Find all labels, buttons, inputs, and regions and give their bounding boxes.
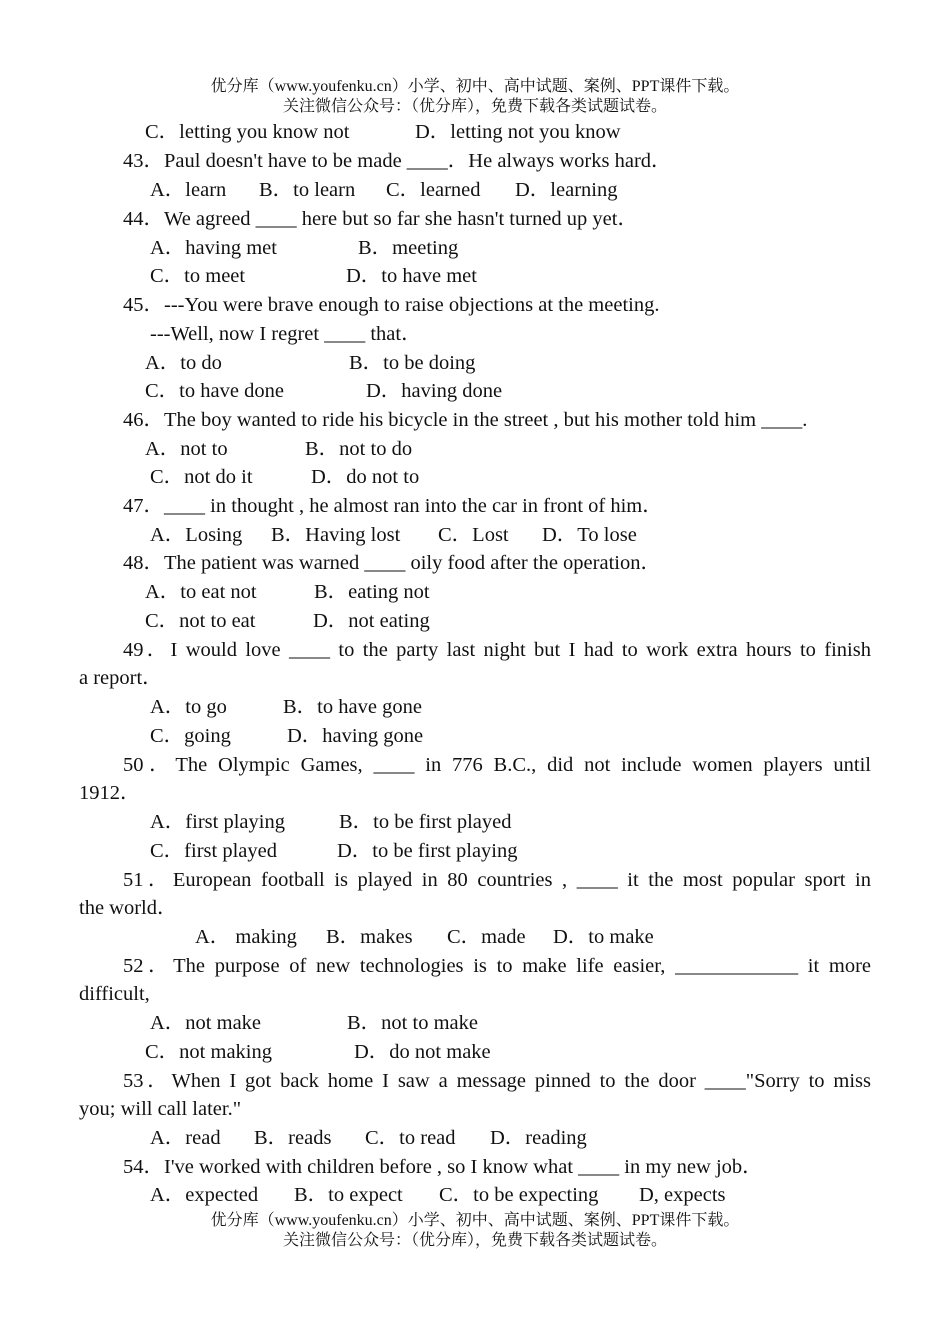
q47-option-b: B．Having lost [271,524,401,546]
q45-option-a: A．to do [145,352,222,374]
q50-option-b: B．to be first played [339,811,512,833]
q51-stem-2: the world． [79,897,178,919]
q52-option-b: B．not to make [347,1012,478,1034]
q44-option-b: B．meeting [358,237,459,259]
q48-option-d: D．not eating [313,610,430,632]
q53-stem-2: you; will call later." [79,1098,242,1120]
q44-option-d: D．to have met [346,265,477,287]
q51-option-d: D．to make [553,926,654,948]
q47-option-a: A．Losing [150,524,243,546]
q46-option-c: C．not do it [150,466,253,488]
q44-option-a: A．having met [150,237,277,259]
q48-stem: 48．The patient was warned ____ oily food after the operation． [123,552,661,574]
q51-option-c: C．made [447,926,526,948]
q48-option-b: B．eating not [314,581,430,603]
q52-option-d: D．do not make [354,1041,491,1063]
q44-stem: 44．We agreed ____ here but so far she hasn't turned up yet． [123,208,638,230]
q53-option-c: C．to read [365,1127,456,1149]
q47-stem: 47．____ in thought , he almost ran into the car in front of him． [123,495,663,517]
q43-option-d: D．learning [515,179,618,201]
q50-stem-2: 1912． [79,782,141,804]
q49-option-b: B．to have gone [283,696,422,718]
q46-stem: 46．The boy wanted to ride his bicycle in the street , but his mother told him ____. [123,409,808,431]
q50-option-a: A．first playing [150,811,285,833]
q43-option-a: A．learn [150,179,227,201]
q53-stem [79,1067,871,1095]
q45-option-c: C．to have done [145,380,284,402]
q42-option-c: C．letting you know not [145,121,350,143]
q44-option-c: C．to meet [150,265,246,287]
q52-option-c: C．not making [145,1041,272,1063]
q51-option-a: A． making [195,926,297,948]
q51-option-b: B．makes [326,926,413,948]
q47-option-c: C．Lost [438,524,509,546]
q46-option-d: D．do not to [311,466,420,488]
q47-option-d: D．To lose [542,524,637,546]
q45-option-b: B．to be doing [349,352,476,374]
q52-stem-2: difficult, [79,983,150,1005]
q43-stem: 43．Paul doesn't have to be made ____．He always works hard． [123,150,672,172]
q49-stem-text: 49．I would love ____ to the party last night but I had to work extra hours to finish [123,639,871,661]
q54-option-c: C．to be expecting [439,1184,599,1206]
q52-stem [79,952,871,980]
q54-option-d: D, expects [639,1184,726,1206]
q43-option-b: B．to learn [259,179,356,201]
q45-stem-2: ---Well, now I regret ____ that． [150,323,422,345]
q51-stem [79,866,871,894]
q50-option-d: D．to be first playing [337,840,518,862]
q50-option-c: C．first played [150,840,277,862]
q42-option-d: D．letting not you know [415,121,621,143]
q49-option-a: A．to go [150,696,227,718]
q43-option-c: C．learned [386,179,481,201]
q53-stem-text: 53．When I got back home I saw a message pinned to the door ____"Sorry to miss [123,1070,871,1092]
q48-option-a: A．to eat not [145,581,257,603]
q46-option-b: B．not to do [305,438,413,460]
q50-stem [79,751,871,779]
q52-stem-text: 52．The purpose of new technologies is to make life easier, ____________ it more [123,955,871,977]
q53-option-b: B．reads [254,1127,332,1149]
q52-option-a: A．not make [150,1012,262,1034]
header-line-1: 优分库（www.youfenku.cn）小学、初中、高中试题、案例、PPT课件下载。 [210,78,740,95]
header-line-2: 关注微信公众号：（优分库），免费下载各类试题试卷。 [282,98,667,115]
q45-option-d: D．having done [366,380,503,402]
q49-stem [79,636,871,664]
q49-option-c: C．going [150,725,231,747]
q53-option-a: A．read [150,1127,221,1149]
q54-stem: 54．I've worked with children before , so I know what ____ in my new job． [123,1156,763,1178]
q46-option-a: A．not to [145,438,228,460]
footer-line-2: 关注微信公众号：（优分库），免费下载各类试题试卷。 [282,1232,667,1249]
q51-stem-text: 51．European football is played in 80 countries , ____ it the most popular sport in [123,869,871,891]
footer-line-1: 优分库（www.youfenku.cn）小学、初中、高中试题、案例、PPT课件下载。 [210,1212,740,1229]
q54-option-b: B．to expect [294,1184,403,1206]
q50-stem-text: 50．The Olympic Games, ____ in 776 B.C., did not include women players until [123,754,871,776]
q45-stem: 45．---You were brave enough to raise objections at the meeting. [123,294,660,316]
q48-option-c: C．not to eat [145,610,256,632]
q49-option-d: D．having gone [287,725,424,747]
q54-option-a: A．expected [150,1184,259,1206]
q53-option-d: D．reading [490,1127,587,1149]
q49-stem-2: a report． [79,667,163,689]
